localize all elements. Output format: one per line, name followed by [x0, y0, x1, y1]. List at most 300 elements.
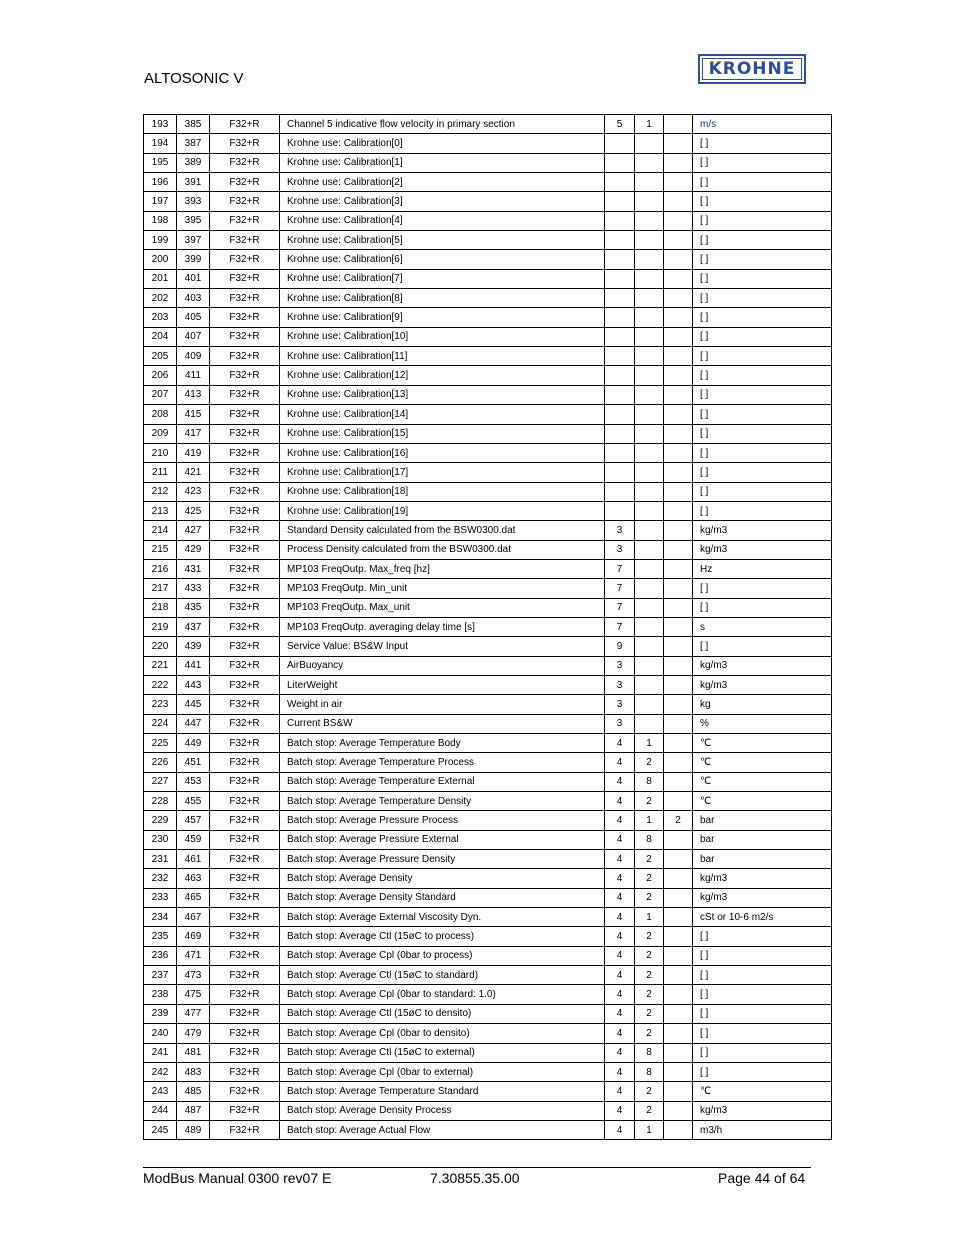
register-index-cell: 193 — [144, 115, 177, 134]
register-index-cell: 226 — [144, 753, 177, 772]
register-description-cell: MP103 FreqOutp. averaging delay time [s] — [280, 617, 605, 636]
sub-value-cell — [635, 463, 664, 482]
register-address-cell: 463 — [177, 869, 210, 888]
extra-value-cell — [664, 1004, 693, 1023]
register-description-cell: Weight in air — [280, 695, 605, 714]
group-value-cell — [605, 501, 635, 520]
extra-value-cell — [664, 424, 693, 443]
extra-value-cell: 2 — [664, 811, 693, 830]
extra-value-cell — [664, 1024, 693, 1043]
data-type-cell: F32+R — [210, 424, 280, 443]
register-address-cell: 465 — [177, 888, 210, 907]
extra-value-cell — [664, 1101, 693, 1120]
register-description-cell: Krohne use: Calibration[19] — [280, 501, 605, 520]
unit-cell: [ ] — [693, 269, 832, 288]
register-index-cell: 241 — [144, 1043, 177, 1062]
register-address-cell: 483 — [177, 1062, 210, 1081]
register-address-cell: 453 — [177, 772, 210, 791]
unit-cell: [ ] — [693, 366, 832, 385]
unit-cell: [ ] — [693, 153, 832, 172]
krohne-logo — [698, 54, 806, 84]
register-index-cell: 231 — [144, 850, 177, 869]
data-type-cell: F32+R — [210, 443, 280, 462]
table-row — [144, 424, 832, 443]
unit-cell: [ ] — [693, 289, 832, 308]
table-row — [144, 830, 832, 849]
register-address-cell: 443 — [177, 675, 210, 694]
extra-value-cell — [664, 366, 693, 385]
register-description-cell: Batch stop: Average Ctl (15øC to densito) — [280, 1004, 605, 1023]
extra-value-cell — [664, 308, 693, 327]
register-index-cell: 213 — [144, 501, 177, 520]
group-value-cell: 9 — [605, 637, 635, 656]
register-description-cell: Krohne use: Calibration[0] — [280, 134, 605, 153]
sub-value-cell — [635, 327, 664, 346]
table-row — [144, 888, 832, 907]
footer-page: Page 44 of 64 — [718, 1170, 806, 1186]
data-type-cell: F32+R — [210, 289, 280, 308]
table-row — [144, 211, 832, 230]
unit-cell: [ ] — [693, 173, 832, 192]
register-index-cell: 242 — [144, 1062, 177, 1081]
register-index-cell: 240 — [144, 1024, 177, 1043]
group-value-cell: 4 — [605, 734, 635, 753]
register-index-cell: 216 — [144, 559, 177, 578]
group-value-cell — [605, 153, 635, 172]
extra-value-cell — [664, 656, 693, 675]
group-value-cell: 4 — [605, 888, 635, 907]
table-row — [144, 540, 832, 559]
unit-cell: m3/h — [693, 1120, 832, 1139]
table-row — [144, 250, 832, 269]
register-description-cell: Krohne use: Calibration[1] — [280, 153, 605, 172]
register-index-cell: 232 — [144, 869, 177, 888]
register-index-cell: 209 — [144, 424, 177, 443]
register-address-cell: 413 — [177, 385, 210, 404]
unit-cell: [ ] — [693, 1043, 832, 1062]
register-description-cell: Batch stop: Average Temperature Standard — [280, 1082, 605, 1101]
register-description-cell: Current BS&W — [280, 714, 605, 733]
sub-value-cell: 8 — [635, 1043, 664, 1062]
group-value-cell: 4 — [605, 927, 635, 946]
extra-value-cell — [664, 115, 693, 134]
group-value-cell: 3 — [605, 714, 635, 733]
register-description-cell: Krohne use: Calibration[12] — [280, 366, 605, 385]
group-value-cell: 7 — [605, 559, 635, 578]
unit-cell: [ ] — [693, 579, 832, 598]
table-row — [144, 1101, 832, 1120]
unit-cell: [ ] — [693, 463, 832, 482]
data-type-cell: F32+R — [210, 231, 280, 250]
group-value-cell: 4 — [605, 1101, 635, 1120]
table-row — [144, 656, 832, 675]
register-address-cell: 419 — [177, 443, 210, 462]
extra-value-cell — [664, 231, 693, 250]
unit-cell: [ ] — [693, 1024, 832, 1043]
register-description-cell: Krohne use: Calibration[18] — [280, 482, 605, 501]
unit-cell: [ ] — [693, 424, 832, 443]
extra-value-cell — [664, 385, 693, 404]
sub-value-cell — [635, 521, 664, 540]
register-index-cell: 203 — [144, 308, 177, 327]
sub-value-cell: 2 — [635, 1024, 664, 1043]
unit-cell: [ ] — [693, 501, 832, 520]
register-address-cell: 431 — [177, 559, 210, 578]
table-row — [144, 714, 832, 733]
register-index-cell: 201 — [144, 269, 177, 288]
register-description-cell: Batch stop: Average Ctl (15øC to standard) — [280, 966, 605, 985]
extra-value-cell — [664, 927, 693, 946]
unit-cell: [ ] — [693, 1004, 832, 1023]
register-index-cell: 236 — [144, 946, 177, 965]
table-row — [144, 1024, 832, 1043]
group-value-cell: 4 — [605, 1043, 635, 1062]
register-index-cell: 199 — [144, 231, 177, 250]
group-value-cell: 4 — [605, 966, 635, 985]
group-value-cell — [605, 269, 635, 288]
table-row — [144, 869, 832, 888]
register-address-cell: 441 — [177, 656, 210, 675]
document-title: ALTOSONIC V — [144, 70, 244, 87]
data-type-cell: F32+R — [210, 675, 280, 694]
unit-cell: [ ] — [693, 1062, 832, 1081]
unit-cell: [ ] — [693, 211, 832, 230]
group-value-cell: 4 — [605, 830, 635, 849]
register-description-cell: Batch stop: Average Density — [280, 869, 605, 888]
extra-value-cell — [664, 173, 693, 192]
group-value-cell: 4 — [605, 1004, 635, 1023]
extra-value-cell — [664, 405, 693, 424]
register-address-cell: 477 — [177, 1004, 210, 1023]
unit-cell: bar — [693, 830, 832, 849]
sub-value-cell: 2 — [635, 850, 664, 869]
register-index-cell: 214 — [144, 521, 177, 540]
group-value-cell — [605, 134, 635, 153]
table-row — [144, 501, 832, 520]
register-description-cell: Batch stop: Average Pressure External — [280, 830, 605, 849]
register-description-cell: Krohne use: Calibration[7] — [280, 269, 605, 288]
sub-value-cell — [635, 308, 664, 327]
sub-value-cell: 2 — [635, 792, 664, 811]
register-address-cell: 437 — [177, 617, 210, 636]
group-value-cell: 4 — [605, 811, 635, 830]
sub-value-cell: 8 — [635, 1062, 664, 1081]
unit-cell: s — [693, 617, 832, 636]
table-row — [144, 927, 832, 946]
data-type-cell: F32+R — [210, 908, 280, 927]
data-type-cell: F32+R — [210, 1101, 280, 1120]
register-address-cell: 475 — [177, 985, 210, 1004]
group-value-cell: 4 — [605, 1082, 635, 1101]
sub-value-cell — [635, 250, 664, 269]
data-type-cell: F32+R — [210, 463, 280, 482]
table-row — [144, 908, 832, 927]
table-row — [144, 327, 832, 346]
extra-value-cell — [664, 695, 693, 714]
extra-value-cell — [664, 521, 693, 540]
register-index-cell: 221 — [144, 656, 177, 675]
table-row — [144, 1120, 832, 1139]
sub-value-cell — [635, 366, 664, 385]
sub-value-cell — [635, 579, 664, 598]
table-row — [144, 695, 832, 714]
sub-value-cell — [635, 173, 664, 192]
group-value-cell — [605, 327, 635, 346]
register-description-cell: Krohne use: Calibration[11] — [280, 347, 605, 366]
unit-cell: [ ] — [693, 250, 832, 269]
sub-value-cell: 2 — [635, 753, 664, 772]
group-value-cell: 7 — [605, 617, 635, 636]
register-description-cell: Krohne use: Calibration[10] — [280, 327, 605, 346]
data-type-cell: F32+R — [210, 153, 280, 172]
register-index-cell: 234 — [144, 908, 177, 927]
register-index-cell: 218 — [144, 598, 177, 617]
register-table-body — [144, 115, 832, 1140]
group-value-cell: 4 — [605, 772, 635, 791]
register-address-cell: 467 — [177, 908, 210, 927]
group-value-cell — [605, 463, 635, 482]
data-type-cell: F32+R — [210, 734, 280, 753]
table-row — [144, 579, 832, 598]
sub-value-cell: 8 — [635, 772, 664, 791]
data-type-cell: F32+R — [210, 772, 280, 791]
data-type-cell: F32+R — [210, 327, 280, 346]
data-type-cell: F32+R — [210, 405, 280, 424]
sub-value-cell — [635, 637, 664, 656]
group-value-cell — [605, 405, 635, 424]
register-description-cell: MP103 FreqOutp. Min_unit — [280, 579, 605, 598]
logo-text: KROHNE — [702, 58, 802, 80]
extra-value-cell — [664, 327, 693, 346]
data-type-cell: F32+R — [210, 966, 280, 985]
footer-divider — [143, 1167, 811, 1168]
register-description-cell: Batch stop: Average Cpl (0bar to external) — [280, 1062, 605, 1081]
table-row — [144, 637, 832, 656]
group-value-cell — [605, 366, 635, 385]
sub-value-cell — [635, 695, 664, 714]
register-description-cell: Krohne use: Calibration[13] — [280, 385, 605, 404]
table-row — [144, 308, 832, 327]
data-type-cell: F32+R — [210, 985, 280, 1004]
unit-cell: [ ] — [693, 482, 832, 501]
register-address-cell: 439 — [177, 637, 210, 656]
table-row — [144, 985, 832, 1004]
register-address-cell: 411 — [177, 366, 210, 385]
register-description-cell: Batch stop: Average External Viscosity Dyn. — [280, 908, 605, 927]
data-type-cell: F32+R — [210, 366, 280, 385]
extra-value-cell — [664, 540, 693, 559]
sub-value-cell — [635, 559, 664, 578]
register-address-cell: 425 — [177, 501, 210, 520]
register-index-cell: 212 — [144, 482, 177, 501]
group-value-cell — [605, 250, 635, 269]
register-address-cell: 389 — [177, 153, 210, 172]
register-address-cell: 423 — [177, 482, 210, 501]
sub-value-cell: 2 — [635, 985, 664, 1004]
data-type-cell: F32+R — [210, 869, 280, 888]
sub-value-cell — [635, 501, 664, 520]
register-index-cell: 194 — [144, 134, 177, 153]
sub-value-cell — [635, 231, 664, 250]
sub-value-cell — [635, 598, 664, 617]
data-type-cell: F32+R — [210, 173, 280, 192]
unit-cell: bar — [693, 850, 832, 869]
register-description-cell: Batch stop: Average Density Process — [280, 1101, 605, 1120]
register-address-cell: 479 — [177, 1024, 210, 1043]
extra-value-cell — [664, 908, 693, 927]
register-description-cell: Krohne use: Calibration[14] — [280, 405, 605, 424]
register-index-cell: 196 — [144, 173, 177, 192]
extra-value-cell — [664, 1062, 693, 1081]
data-type-cell: F32+R — [210, 946, 280, 965]
table-row — [144, 1043, 832, 1062]
group-value-cell: 3 — [605, 540, 635, 559]
table-row — [144, 347, 832, 366]
register-description-cell: AirBuoyancy — [280, 656, 605, 675]
extra-value-cell — [664, 211, 693, 230]
register-description-cell: Krohne use: Calibration[5] — [280, 231, 605, 250]
table-row — [144, 1062, 832, 1081]
sub-value-cell — [635, 714, 664, 733]
register-index-cell: 244 — [144, 1101, 177, 1120]
register-description-cell: Batch stop: Average Actual Flow — [280, 1120, 605, 1139]
data-type-cell: F32+R — [210, 192, 280, 211]
unit-cell: [ ] — [693, 347, 832, 366]
table-row — [144, 675, 832, 694]
register-address-cell: 461 — [177, 850, 210, 869]
unit-cell: ℃ — [693, 1082, 832, 1101]
extra-value-cell — [664, 134, 693, 153]
extra-value-cell — [664, 1082, 693, 1101]
unit-cell: [ ] — [693, 385, 832, 404]
table-row — [144, 1082, 832, 1101]
data-type-cell: F32+R — [210, 792, 280, 811]
register-index-cell: 243 — [144, 1082, 177, 1101]
register-address-cell: 455 — [177, 792, 210, 811]
sub-value-cell: 2 — [635, 1101, 664, 1120]
register-description-cell: Batch stop: Average Temperature Process — [280, 753, 605, 772]
extra-value-cell — [664, 559, 693, 578]
register-description-cell: Krohne use: Calibration[8] — [280, 289, 605, 308]
group-value-cell — [605, 231, 635, 250]
sub-value-cell: 1 — [635, 115, 664, 134]
register-index-cell: 202 — [144, 289, 177, 308]
group-value-cell: 3 — [605, 521, 635, 540]
register-description-cell: Batch stop: Average Cpl (0bar to standard: 1.0) — [280, 985, 605, 1004]
data-type-cell: F32+R — [210, 888, 280, 907]
table-row — [144, 443, 832, 462]
table-row — [144, 946, 832, 965]
data-type-cell: F32+R — [210, 714, 280, 733]
table-row — [144, 617, 832, 636]
register-description-cell: Krohne use: Calibration[2] — [280, 173, 605, 192]
data-type-cell: F32+R — [210, 753, 280, 772]
group-value-cell: 4 — [605, 1024, 635, 1043]
data-type-cell: F32+R — [210, 598, 280, 617]
unit-cell: kg/m3 — [693, 888, 832, 907]
register-index-cell: 222 — [144, 675, 177, 694]
extra-value-cell — [664, 734, 693, 753]
table-row — [144, 134, 832, 153]
register-description-cell: Channel 5 indicative flow velocity in primary section — [280, 115, 605, 134]
extra-value-cell — [664, 463, 693, 482]
register-address-cell: 387 — [177, 134, 210, 153]
register-index-cell: 217 — [144, 579, 177, 598]
unit-cell: kg/m3 — [693, 1101, 832, 1120]
register-index-cell: 230 — [144, 830, 177, 849]
table-row — [144, 115, 832, 134]
data-type-cell: F32+R — [210, 501, 280, 520]
sub-value-cell — [635, 347, 664, 366]
register-address-cell: 409 — [177, 347, 210, 366]
group-value-cell: 5 — [605, 115, 635, 134]
table-row — [144, 772, 832, 791]
group-value-cell — [605, 347, 635, 366]
unit-cell: kg/m3 — [693, 540, 832, 559]
data-type-cell: F32+R — [210, 1120, 280, 1139]
register-address-cell: 385 — [177, 115, 210, 134]
register-index-cell: 223 — [144, 695, 177, 714]
sub-value-cell — [635, 675, 664, 694]
data-type-cell: F32+R — [210, 521, 280, 540]
register-description-cell: Batch stop: Average Temperature Body — [280, 734, 605, 753]
group-value-cell: 4 — [605, 1120, 635, 1139]
group-value-cell: 4 — [605, 753, 635, 772]
unit-cell: m/s — [693, 115, 832, 134]
extra-value-cell — [664, 888, 693, 907]
extra-value-cell — [664, 269, 693, 288]
extra-value-cell — [664, 153, 693, 172]
sub-value-cell: 1 — [635, 811, 664, 830]
sub-value-cell: 2 — [635, 869, 664, 888]
sub-value-cell — [635, 443, 664, 462]
extra-value-cell — [664, 985, 693, 1004]
data-type-cell: F32+R — [210, 211, 280, 230]
extra-value-cell — [664, 714, 693, 733]
register-address-cell: 457 — [177, 811, 210, 830]
data-type-cell: F32+R — [210, 695, 280, 714]
register-address-cell: 401 — [177, 269, 210, 288]
extra-value-cell — [664, 850, 693, 869]
register-description-cell: Batch stop: Average Cpl (0bar to process) — [280, 946, 605, 965]
register-description-cell: Process Density calculated from the BSW0300.dat — [280, 540, 605, 559]
register-description-cell: Service Value: BS&W Input — [280, 637, 605, 656]
register-index-cell: 238 — [144, 985, 177, 1004]
register-table — [143, 114, 832, 1140]
register-description-cell: Batch stop: Average Cpl (0bar to densito) — [280, 1024, 605, 1043]
table-row — [144, 966, 832, 985]
sub-value-cell: 2 — [635, 1082, 664, 1101]
extra-value-cell — [664, 1120, 693, 1139]
register-index-cell: 206 — [144, 366, 177, 385]
register-description-cell: Krohne use: Calibration[15] — [280, 424, 605, 443]
extra-value-cell — [664, 792, 693, 811]
extra-value-cell — [664, 250, 693, 269]
sub-value-cell — [635, 134, 664, 153]
unit-cell: [ ] — [693, 192, 832, 211]
register-description-cell: Krohne use: Calibration[3] — [280, 192, 605, 211]
group-value-cell — [605, 443, 635, 462]
table-row — [144, 385, 832, 404]
sub-value-cell — [635, 656, 664, 675]
register-index-cell: 225 — [144, 734, 177, 753]
data-type-cell: F32+R — [210, 385, 280, 404]
data-type-cell: F32+R — [210, 269, 280, 288]
register-index-cell: 228 — [144, 792, 177, 811]
data-type-cell: F32+R — [210, 579, 280, 598]
sub-value-cell: 8 — [635, 830, 664, 849]
unit-cell: [ ] — [693, 966, 832, 985]
